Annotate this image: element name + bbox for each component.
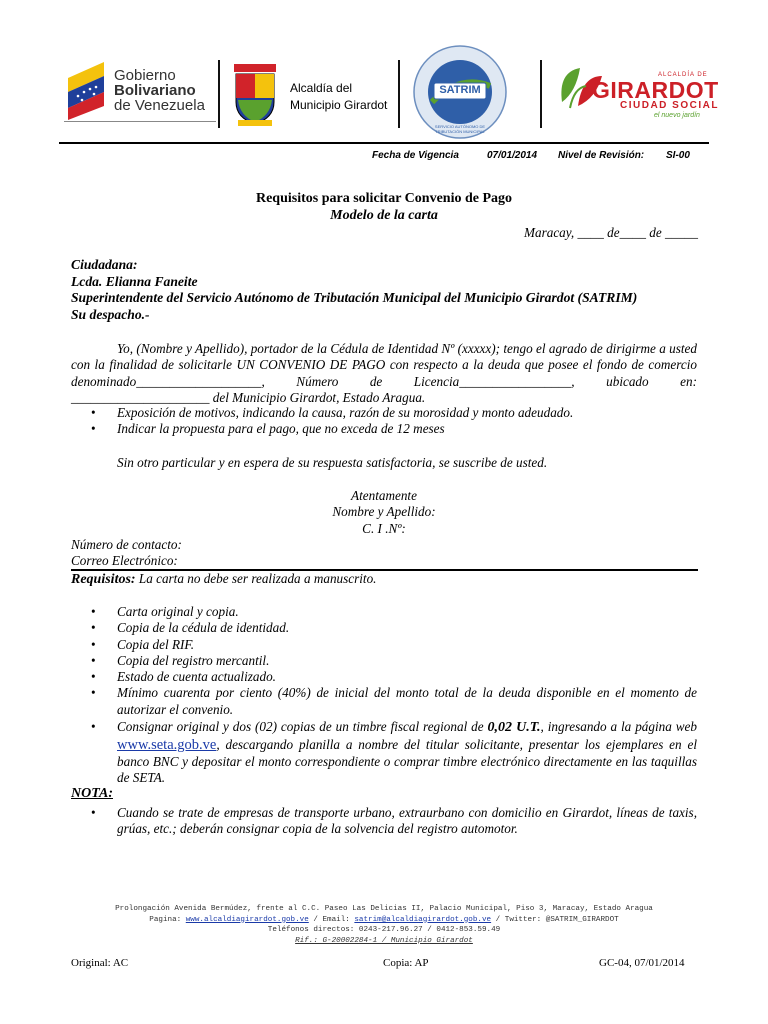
contact-email: Correo Electrónico: [71,553,178,569]
girardot-sub: CIUDAD SOCIAL [620,100,719,111]
addressee-closing: Su despacho.- [71,306,150,322]
footer-web [0,915,768,926]
girardot-top: ALCALDÍA DE [658,72,708,78]
vertical-divider [540,60,542,128]
website-link[interactable]: www.alcaldiagirardot.gob.ve [185,915,309,924]
requisitos-list [71,604,697,787]
email-link[interactable]: satrim@alcaldiagirardot.gob.ve [354,915,492,924]
addressee-line1: Ciudadana: [71,257,138,272]
footer-phones: Teléfonos directos: 0243-217.96.27 / 0412-853.59.49 [267,926,501,935]
requisitos-label: Requisitos: [71,572,136,587]
requisitos-note: La carta no debe ser realizada a manuscrito. [138,571,377,586]
satrim-badge: SATRIM [439,84,481,96]
sign-id: C. I .Nº: [362,520,406,536]
letter-closing: Sin otro particular y en espera de su respuesta satisfactoria, se suscribe de usted. [117,455,548,470]
page-title: Requisitos para solicitar Convenio de Pago [255,191,513,206]
list-item: • Estado de cuenta actualizado. [71,669,697,685]
timbre-text-a: Consignar original y dos (02) copias de un timbre fiscal regional de [117,719,488,735]
vigencia-label: Fecha de Vigencia [372,150,459,161]
date-line: Maracay, ____ de____ de _____ [524,225,698,240]
vigencia-value: 07/01/2014 [487,150,538,161]
gov-line2: Bolivariano [114,82,196,99]
timbre-text-b: , ingresando a la página web [540,719,697,735]
footer-copia: Copia: AP [383,957,429,969]
list-item: • Cuando se trate de empresas de transporte urbano, extraurbano con domicilio en Girardot, líneas de taxis, grúas, etc.; deberán consignar copia de la solvencia del registro automotor. [71,805,697,838]
girardot-coat-of-arms-icon [228,62,282,128]
list-item: • Copia del registro mercantil. [71,653,697,669]
footer-address: Prolongación Avenida Bermúdez, frente al C.C. Paseo Las Delicias II, Palacio Municipal, Piso 3, Maracay, Estado Aragua [115,905,653,913]
gov-line1: Gobierno [114,67,176,84]
list-item: • Copia de la cédula de identidad. [71,620,697,636]
footer-twitter: / Twitter: @SATRIM_GIRARDOT [491,915,619,924]
list-item: • Mínimo cuarenta por ciento (40%) de inicial del monto total de la deuda disponible en el momento de autorizar el convenio. [71,685,697,718]
nota-list [71,805,697,838]
girardot-ciudad-social-logo [554,60,726,120]
revision-value: SI-00 [666,150,690,161]
footer-rif: Rif.: G-20002284-1 / Municipio Girardot [295,936,473,945]
gov-line3: de Venezuela [114,97,205,114]
contact-phone: Número de contacto: [71,537,182,552]
sign-greeting: Atentamente [351,488,417,503]
sign-name: Nombre y Apellido: [332,504,436,520]
footer-original: Original: AC [71,957,129,969]
addressee-title: Superintendente del Servicio Autónomo de Tributación Municipal del Municipio Girardot (SATRIM) [71,290,638,305]
addressee-name: Lcda. Elianna Faneite [71,273,198,289]
girardot-name: GIRARDOT [592,77,719,103]
timbre-text-c: , descargando planilla a nombre del titular solicitante, presentar los ejemplares en el banco BNC y depositar el monto correspondiente o comprar timbre electrónico directamente en las taquillas de SETA. [117,736,697,786]
alcaldia-line2: Municipio Girardot [290,98,388,112]
satrim-ring-text: SERVICIO AUTÓNOMO DE TRIBUTACIÓN MUNICIPAL [434,124,486,134]
footer-email-label: / Email: [308,915,355,924]
header-rule [59,142,709,144]
list-item: • Indicar la propuesta para el pago, que no exceda de 12 meses [71,421,697,437]
footer-code: GC-04, 07/01/2014 [599,957,685,969]
seta-link[interactable]: www.seta.gob.ve [117,736,217,753]
gobierno-bolivariano-logo [64,58,214,122]
nota-label: NOTA: [71,786,113,801]
venezuela-flag-icon [64,60,116,120]
letter-body: Yo, (Nombre y Apellido), portador de la Cédula de Identidad Nº (xxxxx); tengo el agrado de dirigirme a usted con la finalidad de solicitarle UN CONVENIO DE PAGO con respecto a la deuda que posee el fondo de comercio denominado___________________, Número de Licencia_________________, ubicado en: _____________________ del Municipio Girardot, Estado Aragua. [71,341,697,405]
list-item: • Exposición de motivos, indicando la causa, razón de su morosidad y monto adeudado. [71,405,697,421]
header-separator-line [64,121,216,122]
satrim-logo [412,44,508,140]
revision-label: Nivel de Revisión: [558,150,645,161]
list-item: • Copia del RIF. [71,637,697,653]
ut-amount: 0,02 U.T. [487,720,541,736]
alcaldia-line1: Alcaldía del [290,81,353,95]
vertical-divider [218,60,220,128]
list-item [71,719,697,787]
list-item: • Carta original y copia. [71,604,697,620]
girardot-tag: el nuevo jardín [654,112,700,119]
letter-bullets [71,405,697,438]
footer-pagina-label: Pagina: [149,915,186,924]
vertical-divider [398,60,400,128]
page-subtitle: Modelo de la carta [330,208,438,223]
